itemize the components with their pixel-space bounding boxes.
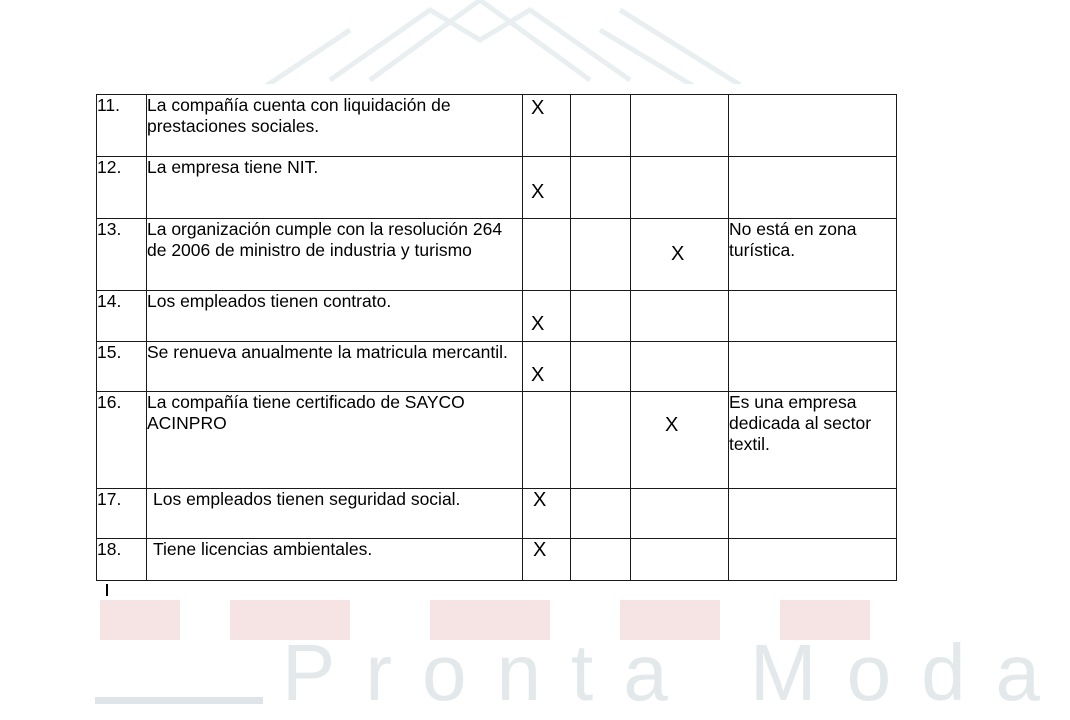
mark-cell-no [571, 219, 631, 291]
mark-cell-si [523, 539, 571, 581]
table-row [97, 489, 897, 539]
row-number: 16. [97, 392, 147, 489]
text-cursor [106, 584, 108, 596]
table-row [97, 291, 897, 342]
table-row [97, 219, 897, 291]
table-row [97, 539, 897, 581]
row-criterion: Los empleados tienen seguridad social. [147, 489, 523, 539]
mark-cell-na [631, 291, 729, 342]
table-row [97, 95, 897, 157]
watermark-rule [95, 697, 263, 704]
mark-x: X [531, 181, 545, 203]
mark-x: X [671, 243, 685, 265]
row-number: 15. [97, 342, 147, 392]
mark-cell-na [631, 157, 729, 219]
row-criterion: La compañía cuenta con liquidación de prestaciones sociales. [147, 95, 523, 157]
mark-cell-no [571, 489, 631, 539]
row-observation [729, 291, 897, 342]
mark-cell-na [631, 342, 729, 392]
mark-cell-si [523, 219, 571, 291]
mark-cell-no [571, 157, 631, 219]
row-number: 12. [97, 157, 147, 219]
mark-x: X [531, 313, 545, 335]
mark-cell-si [523, 342, 571, 392]
mark-x: X [531, 97, 545, 119]
row-number: 17. [97, 489, 147, 539]
mark-cell-no [571, 342, 631, 392]
row-observation: No está en zona turística. [729, 219, 897, 291]
row-number: 14. [97, 291, 147, 342]
table-row [97, 342, 897, 392]
row-number: 11. [97, 95, 147, 157]
row-observation [729, 489, 897, 539]
mark-cell-na [631, 95, 729, 157]
row-criterion: La compañía tiene certificado de SAYCO ACINPRO [147, 392, 523, 489]
row-criterion: La empresa tiene NIT. [147, 157, 523, 219]
mark-x: X [533, 489, 547, 511]
row-criterion: La organización cumple con la resolución 264 de 2006 de ministro de industria y turismo [147, 219, 523, 291]
table-row [97, 392, 897, 489]
mark-cell-na [631, 489, 729, 539]
mark-cell-si [523, 489, 571, 539]
row-criterion: Tiene licencias ambientales. [147, 539, 523, 581]
watermark-brand-text: Pronta Moda [282, 628, 1070, 717]
row-number: 13. [97, 219, 147, 291]
mark-cell-si [523, 291, 571, 342]
row-observation [729, 157, 897, 219]
row-number: 18. [97, 539, 147, 581]
mark-cell-na [631, 539, 729, 581]
mark-cell-no [571, 392, 631, 489]
table-row [97, 157, 897, 219]
row-observation [729, 539, 897, 581]
mark-cell-na [631, 219, 729, 291]
checklist-table [96, 94, 897, 581]
row-observation [729, 342, 897, 392]
row-observation [729, 95, 897, 157]
mark-cell-si [523, 95, 571, 157]
row-criterion: Los empleados tienen contrato. [147, 291, 523, 342]
mark-x: X [665, 414, 679, 436]
mark-cell-si [523, 392, 571, 489]
mark-cell-na [631, 392, 729, 489]
mark-cell-si [523, 157, 571, 219]
mark-x: X [533, 539, 547, 561]
row-criterion: Se renueva anualmente la matricula mercantil. [147, 342, 523, 392]
mark-x: X [531, 364, 545, 386]
mark-cell-no [571, 95, 631, 157]
mark-cell-no [571, 539, 631, 581]
mark-cell-no [571, 291, 631, 342]
row-observation: Es una empresa dedicada al sector textil. [729, 392, 897, 489]
